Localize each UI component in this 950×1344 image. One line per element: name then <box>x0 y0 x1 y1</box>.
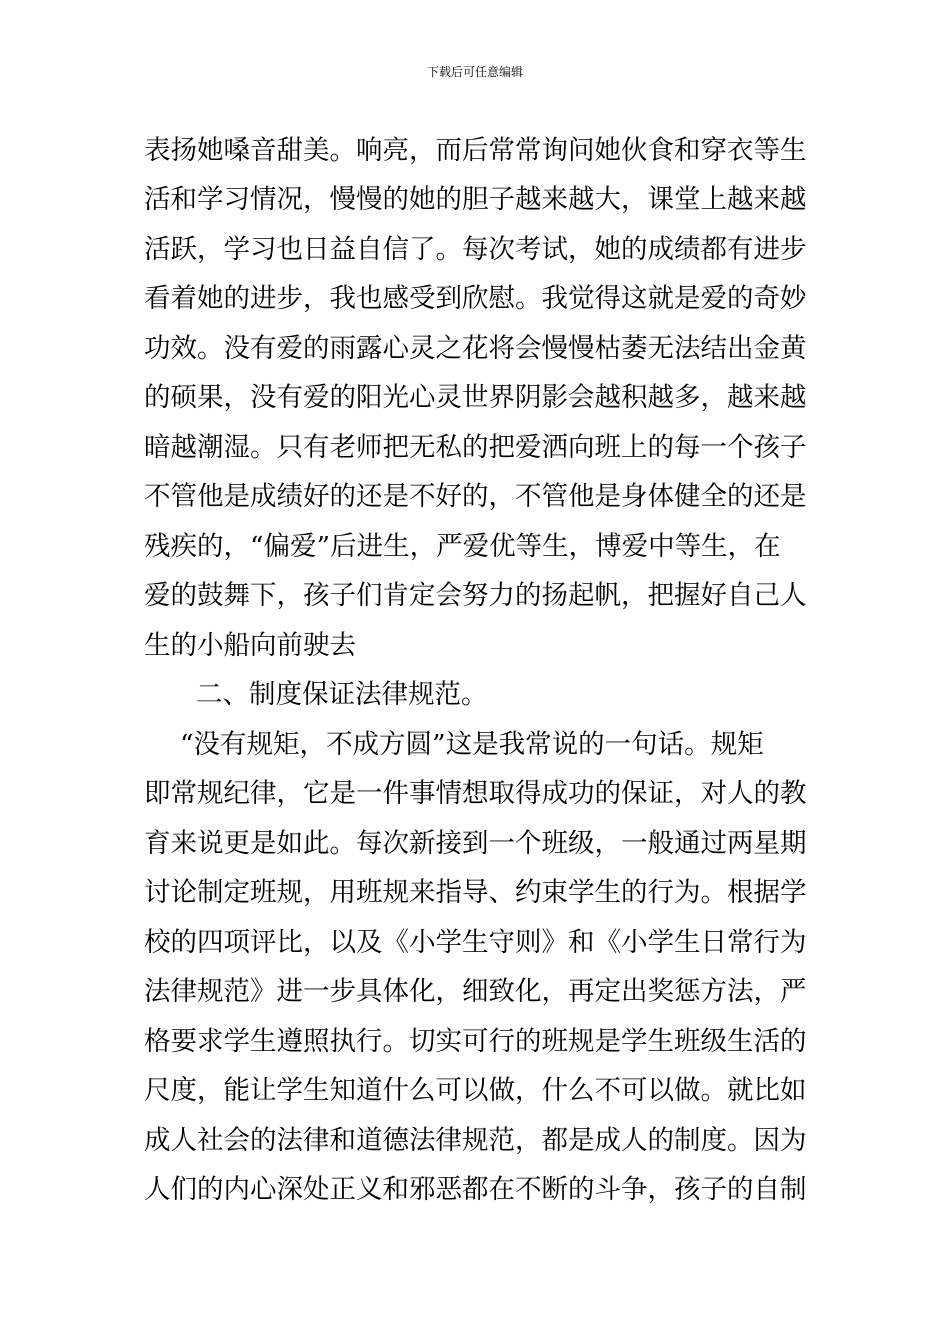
text-line: 爱的鼓舞下，孩子们肯定会努力的扬起帆，把握好自己人 <box>144 580 807 611</box>
text-line: 残疾的，“偏爱”后进生，严爱优等生，博爱中等生，在 <box>144 531 781 562</box>
text-line: 暗越潮湿。只有老师把无私的把爱洒向班上的每一个孩子 <box>144 432 807 463</box>
text-line: 功效。没有爱的雨露心灵之花将会慢慢枯萎无法结出金黄 <box>144 333 807 364</box>
section-heading: 二、制度保证法律规范。 <box>196 679 488 710</box>
text-line: 法律规范》进一步具体化，细致化，再定出奖惩方法，严 <box>144 976 807 1007</box>
text-line: 看着她的进步，我也感受到欣慰。我觉得这就是爱的奇妙 <box>144 283 807 314</box>
text-line: “没有规矩，不成方圆”这是我常说的一句话。规矩 <box>180 729 764 760</box>
text-line: 育来说更是如此。每次新接到一个班级，一般通过两星期 <box>144 828 807 859</box>
page-header-note: 下载后可任意编辑 <box>426 65 523 79</box>
text-line: 表扬她嗓音甜美。响亮，而后常常询问她伙食和穿衣等生 <box>144 135 807 166</box>
text-line: 即常规纪律，它是一件事情想取得成功的保证，对人的教 <box>144 778 807 809</box>
text-line: 不管他是成绩好的还是不好的，不管他是身体健全的还是 <box>144 481 807 512</box>
text-line: 的硕果，没有爱的阳光心灵世界阴影会越积越多，越来越 <box>144 382 807 413</box>
text-line: 讨论制定班规，用班规来指导、约束学生的行为。根据学 <box>144 877 807 908</box>
text-line: 活和学习情况，慢慢的她的胆子越来越大，课堂上越来越 <box>144 184 807 215</box>
text-line: 成人社会的法律和道德法律规范，都是成人的制度。因为 <box>144 1125 807 1156</box>
text-line: 格要求学生遵照执行。切实可行的班规是学生班级生活的 <box>144 1026 807 1057</box>
text-line: 生的小船向前驶去 <box>144 630 356 661</box>
text-line: 尺度，能让学生知道什么可以做，什么不可以做。就比如 <box>144 1075 807 1106</box>
text-line: 人们的内心深处正义和邪恶都在不断的斗争，孩子的自制 <box>144 1174 807 1205</box>
text-line: 活跃，学习也日益自信了。每次考试，她的成绩都有进步 <box>144 234 807 265</box>
text-line: 校的四项评比，以及《小学生守则》和《小学生日常行为 <box>144 927 807 958</box>
